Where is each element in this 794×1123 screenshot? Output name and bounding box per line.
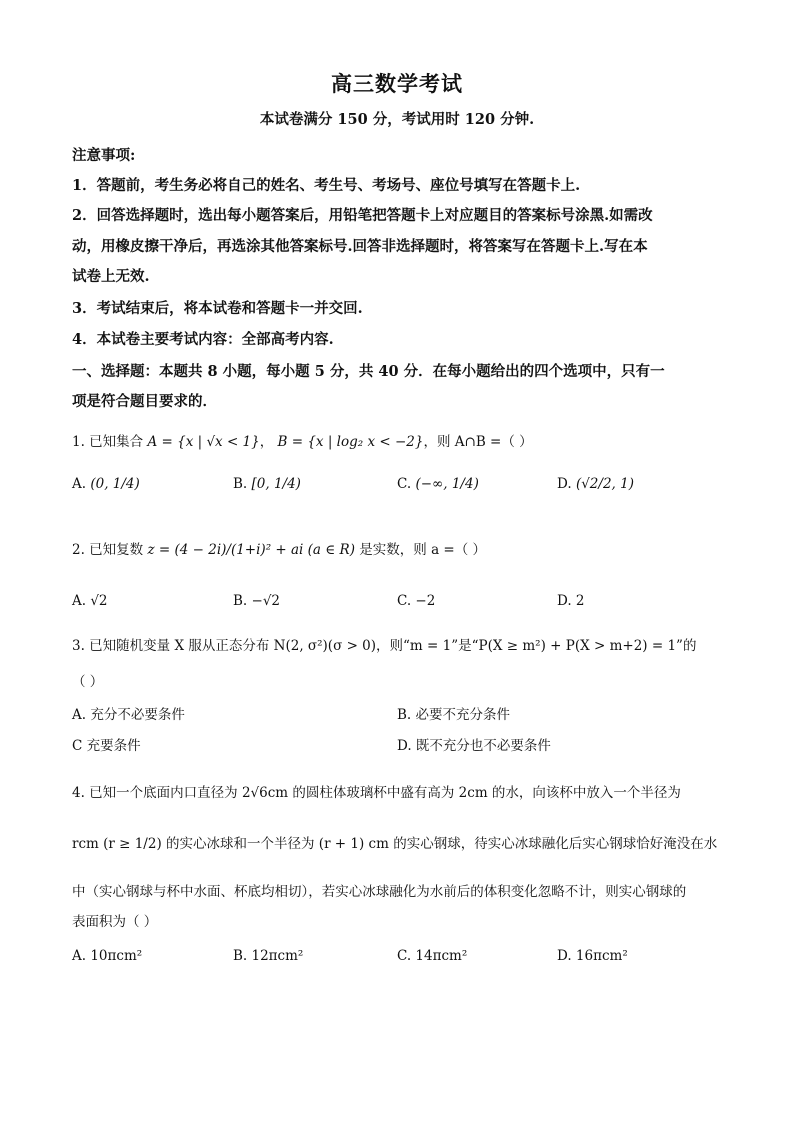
exam-subtitle: 本试卷满分 150 分，考试用时 120 分钟. [259, 111, 535, 128]
q1-option-c-value: (−∞, 1/4) [415, 476, 479, 492]
q1-option-b-value: [0, 1/4) [251, 476, 301, 492]
q3-option-b[interactable]: B. 必要不充分条件 [397, 707, 511, 723]
notice-item-2-line-2: 动，用橡皮擦干净后，再选涂其他答案标号.回答非选择题时，将答案写在答题卡上.写在本 [72, 238, 648, 255]
notice-item-2-line-3: 试卷上无效. [72, 268, 150, 285]
question-4-line-4: 表面积为（ ） [72, 914, 158, 930]
section-1-heading-line-2: 项是符合题目要求的． [72, 393, 217, 410]
page-title: 高三数学考试 [331, 71, 463, 96]
q2-prefix: 2. 已知复数 [72, 542, 144, 558]
question-2 [72, 538, 486, 558]
q2-expression: z = (4 − 2i)/(1+i)² + ai (a ∈ R) [147, 542, 355, 558]
q3-option-d[interactable]: D. 既不充分也不必要条件 [397, 738, 551, 754]
q4-option-b[interactable]: B. 12πcm² [233, 948, 304, 964]
q1-option-b[interactable] [233, 476, 301, 492]
question-1: 1. 已知集合 A = {x | √x < 1}， B = {x | log₂ x < −2}，则 A∩B =（ ） [72, 434, 533, 450]
q1-option-a[interactable] [72, 476, 140, 492]
question-3-answer-paren: （ ） [72, 674, 104, 690]
question-4-line-1: 4. 已知一个底面内口直径为 2√6cm 的圆柱体玻璃杯中盛有高为 2cm 的水，向该杯中放入一个半径为 [72, 785, 681, 801]
q1-option-a-value: (0, 1/4) [90, 476, 140, 492]
question-3-text: 3. 已知随机变量 X 服从正态分布 N(2, σ²)(σ > 0)，则“m = 1”是“P(X ≥ m²) + P(X > m+2) = 1”的 [72, 638, 697, 654]
q2-option-c[interactable]: C. −2 [397, 593, 436, 609]
q1-option-c-label: C. [397, 476, 412, 492]
q2-suffix: 是实数，则 a =（ ） [359, 542, 487, 558]
q4-option-a[interactable]: A. 10πcm² [72, 948, 143, 964]
q1-option-d-value: (√2/2, 1) [575, 476, 634, 492]
q1-suffix: ，则 A∩B =（ ） [423, 434, 533, 450]
q2-option-a[interactable]: A. √2 [72, 593, 108, 609]
q2-option-d[interactable]: D. 2 [557, 593, 585, 609]
q1-option-a-label: A. [72, 476, 87, 492]
q1-set-b: B = {x | log₂ x < −2} [277, 434, 424, 450]
q3-option-c[interactable]: C 充要条件 [72, 738, 141, 754]
q1-option-d-label: D. [557, 476, 572, 492]
notice-item-4: 4．本试卷主要考试内容：全部高考内容. [72, 331, 334, 348]
q1-option-b-label: B. [233, 476, 248, 492]
q1-set-a: A = {x | √x < 1} [147, 434, 260, 450]
q1-option-c[interactable] [397, 476, 479, 492]
q1-prefix: 1. 已知集合 [72, 434, 144, 450]
notice-heading: 注意事项: [72, 147, 136, 164]
notice-item-3: 3．考试结束后，将本试卷和答题卡一并交回. [72, 300, 363, 317]
q3-option-a[interactable]: A. 充分不必要条件 [72, 707, 185, 723]
question-4-line-3: 中（实心钢球与杯中水面、杯底均相切），若实心冰球融化为水前后的体积变化忽略不计，则实心钢球的 [72, 884, 687, 900]
q2-option-b[interactable]: B. −√2 [233, 593, 281, 609]
q4-option-d[interactable]: D. 16πcm² [557, 948, 628, 964]
q1-option-d[interactable] [557, 476, 634, 492]
question-4-line-2: rcm (r ≥ 1/2) 的实心冰球和一个半径为 (r + 1) cm 的实心钢球，待实心冰球融化后实心钢球恰好淹没在水 [72, 836, 718, 852]
notice-item-2-line-1: 2．回答选择题时，选出每小题答案后，用铅笔把答题卡上对应题目的答案标号涂黑.如需改 [72, 207, 653, 224]
notice-item-1: 1．答题前，考生务必将自己的姓名、考生号、考场号、座位号填写在答题卡上. [72, 177, 581, 194]
q4-option-c[interactable]: C. 14πcm² [397, 948, 468, 964]
section-1-heading-line-1: 一、选择题：本题共 8 小题，每小题 5 分，共 40 分．在每小题给出的四个选项中，只有一 [72, 363, 665, 380]
